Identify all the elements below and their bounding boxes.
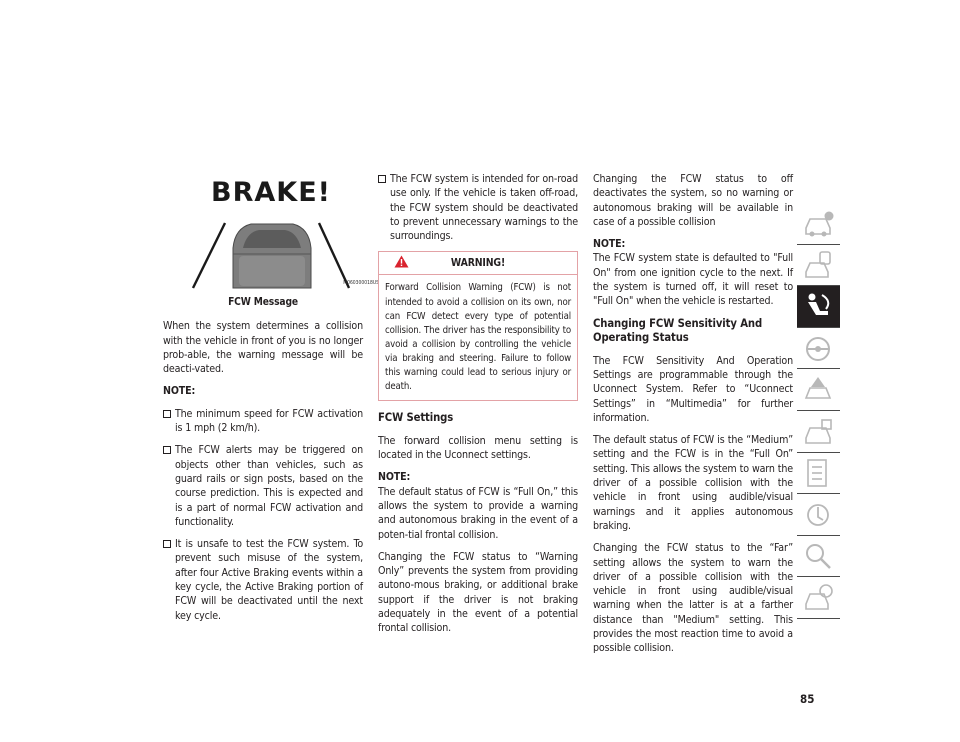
column-2	[378, 172, 578, 644]
settings-paragraph: The forward collision menu setting is located in the Uconnect settings.	[378, 434, 578, 462]
warning-only-paragraph: Changing the FCW status to “Warning Only” prevents the system from providing autono-mous braking, or additional brake support if the driver is not braking adequately in the event of a potential frontal collision.	[378, 550, 578, 635]
search-icon	[802, 541, 836, 571]
checkbox-bullet-icon	[163, 446, 171, 454]
note-block	[593, 237, 793, 308]
figure-code: M060300018US	[343, 279, 379, 286]
warning-title: WARNING!	[450, 257, 506, 270]
tab-servicing[interactable]	[797, 411, 840, 453]
tab-getting-to-know[interactable]	[797, 245, 840, 287]
fcw-settings-heading: FCW Settings	[378, 411, 454, 425]
column-3	[593, 172, 793, 664]
note-label: NOTE:	[163, 385, 196, 398]
bullet-item: It is unsafe to test the FCW system. To prevent such misuse of the system, after four Active Braking events within a key cycle, the Active Braking portion of FCW will be deactivated until the next key cycle.	[163, 537, 363, 623]
intro-paragraph: When the system determines a collision with the vehicle in front of you is no longer prob-able, the warning message will be deacti-vated.	[163, 320, 363, 376]
tab-customer-assistance[interactable]	[797, 577, 840, 619]
multimedia-icon	[802, 499, 836, 529]
chapter-tabs	[797, 203, 840, 619]
note-block	[378, 470, 578, 541]
off-paragraph: Changing the FCW status to off deactivates the system, so no warning or autonomous braking will be available in case of a possible collision	[593, 173, 793, 228]
car-info-icon	[802, 208, 836, 238]
checkbox-bullet-icon	[378, 175, 386, 183]
vehicle-ahead-illustration	[163, 177, 373, 294]
checklist-icon	[802, 458, 836, 488]
note-label: NOTE:	[378, 471, 411, 484]
sensitivity-heading: Changing FCW Sensitivity And Operating Status	[593, 316, 763, 345]
tab-index[interactable]	[797, 536, 840, 578]
far-paragraph: Changing the FCW status to the “Far” setting allows the system to warn the driver of a possible collision with the vehicle in front using audible/visual warning when the latter is at a farther distance than "Medium" setting. This provides the most reaction time to avoid a possible collision.	[593, 542, 793, 655]
tab-starting-operating[interactable]	[797, 328, 840, 370]
column-1	[163, 177, 379, 631]
checkbox-bullet-icon	[163, 540, 171, 548]
medium-paragraph: The default status of FCW is the “Medium” setting and the FCW is in the “Full On” setting. This allows the system to warn the driver of a possible collision with the vehicle in front using audible/visual warnings and it applies autonomous braking.	[593, 434, 793, 532]
sensitivity-paragraph: The FCW Sensitivity And Operation Settings are programmable through the Uconnect System. Refer to “Uconnect Settings” in “Multimedia” for further information.	[593, 354, 793, 424]
note-text: The default status of FCW is “Full On,” this allows the system to provide a warning and autonomous braking in the event of a poten-tial frontal collision.	[378, 485, 578, 541]
tab-introduction[interactable]	[797, 203, 840, 245]
car-service-icon	[802, 416, 836, 446]
warning-text: Forward Collision Warning (FCW) is not intended to avoid a collision on its own, nor can FCW detect every type of potential collision. The driver has the responsibility to avoid a collision by controlling the vehicle via braking and steering. Failure to follow this warning could lead to serious injury or death.	[385, 282, 571, 393]
warning-box	[378, 251, 578, 401]
brake-heading: BRAKE!	[211, 177, 331, 208]
seat-airbag-icon	[802, 291, 836, 321]
bullet-item: The minimum speed for FCW activation is 1 mph (2 km/h).	[163, 407, 363, 436]
tab-safety[interactable]	[797, 286, 840, 328]
note-label: NOTE:	[593, 238, 626, 251]
languages-icon	[802, 582, 836, 612]
figure-caption: FCW Message	[228, 297, 298, 308]
bullet-item: The FCW system is intended for on-road use only. If the vehicle is taken off-road, the FCW system should be deactivated to prevent unnecessary warnings to the surroundings.	[378, 172, 578, 243]
tab-multimedia[interactable]	[797, 494, 840, 536]
checkbox-bullet-icon	[163, 410, 171, 418]
car-key-icon	[802, 250, 836, 280]
tab-in-case-of-emergency[interactable]	[797, 369, 840, 411]
note-text: The FCW system state is defaulted to "Full On" from one ignition cycle to the next. If the system is turned off, it will reset to "Full On" when the vehicle is restarted.	[593, 252, 793, 308]
tab-technical-specs[interactable]	[797, 453, 840, 495]
warning-car-icon	[802, 374, 836, 404]
fcw-message-figure	[163, 177, 379, 294]
page-number: 85	[800, 692, 815, 706]
steering-wheel-icon	[802, 333, 836, 363]
bullet-item: The FCW alerts may be triggered on objects other than vehicles, such as guard rails or sign posts, based on the course prediction. This is expected and is a part of normal FCW activation and functionality.	[163, 443, 363, 529]
warning-header	[379, 252, 577, 275]
